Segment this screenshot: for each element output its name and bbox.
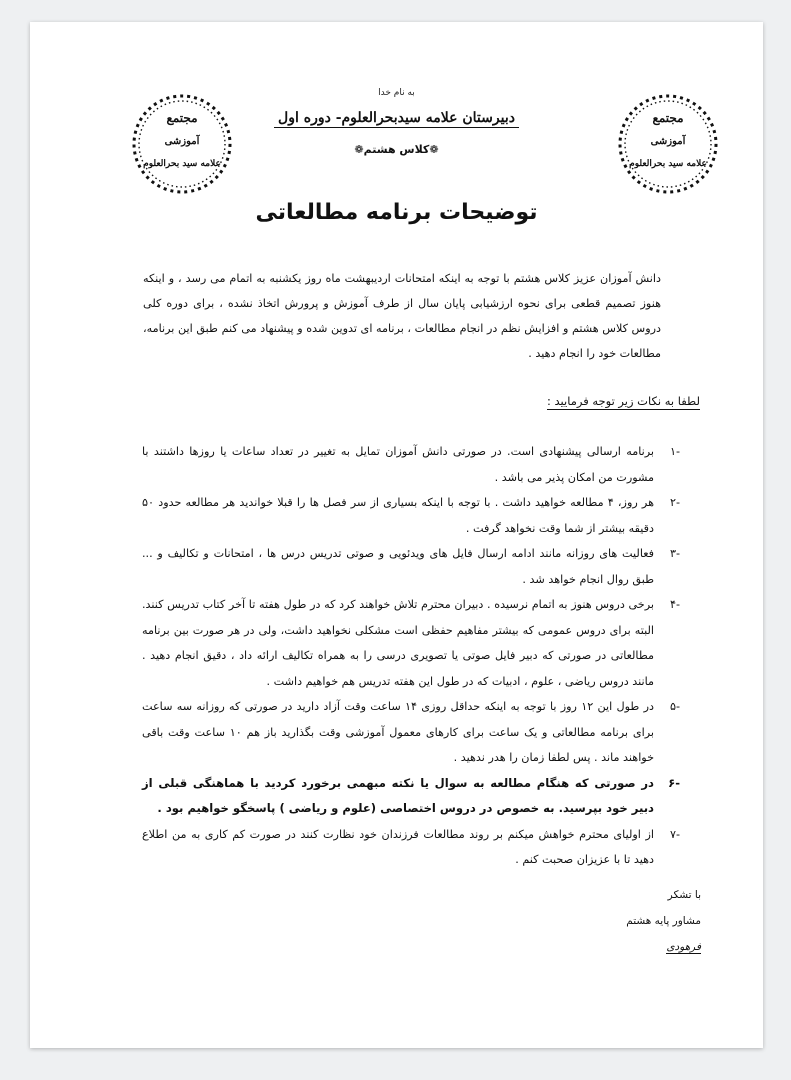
list-item — [142, 541, 680, 592]
intro-paragraph: دانش آموزان عزیز کلاس هشتم با توجه به اینکه امتحانات اردیبهشت ماه روز یکشنبه به اتمام می رسد ، و اینکه هنوز تصمیم قطعی برای نحوه ارزشیابی پایان سال از طرف آموزش و پرورش اتخاذ نشده ، برای دوره کلی دروس کلاس هشتم و افزایش نظم در انجام مطالعات ، برنامه ای تدوین شده و پیشنهاد می کنم طبق این برنامه، مطالعات خود را انجام دهید . — [143, 272, 661, 360]
seal-left-line2: آموزشی — [164, 136, 200, 147]
seal-right-line1: مجتمع — [652, 111, 684, 125]
bismillah: به نام خدا — [378, 88, 415, 98]
seal-left-line1: مجتمع — [166, 111, 198, 125]
list-item — [142, 822, 680, 873]
class-name: ❁کلاس هشتم❁ — [354, 143, 439, 156]
item-text: در صورتی که هنگام مطالعه به سوال یا نکته مبهمی برخورد کردید با هماهنگی قبلی از دبیر خود بپرسید. به خصوص در دروس اختصاصی (علوم و ریاضی ) پاسخگو خواهیم بود . — [142, 775, 654, 815]
document-page — [30, 22, 763, 1048]
signature-name-text: فرهودی — [666, 941, 701, 953]
item-text: هر روز، ۴ مطالعه خواهید داشت . با توجه با اینکه بسیاری از سر فصل ها را قبلا خوانديد هر مطالعه حدود ۵۰ دقیقه بیشتر از شما وقت نخواهد گرفت . — [142, 496, 654, 535]
item-number: -۴ — [669, 598, 680, 611]
item-text: از اولیای محترم خواهش میکنم بر روند مطالعات فرزندان خود نظارت کنند در صورت کم کاری به من اطلاع دهید تا با عزیزان صحبت کنم . — [142, 827, 654, 866]
item-text: در طول این ۱۲ روز با توجه به اینکه حداقل روزی ۱۴ ساعت وقت آزاد دارید در صورتی که روزانه سه ساعت برای برنامه مطالعاتی و یک ساعت برای کارهای معمول آموزشی وقت بگذارید باز هم ۱۰ ساعت وقت باقی خواهند ماند . پس لطفا زمان را هدر ندهید . — [142, 700, 654, 764]
attention-heading — [230, 394, 700, 408]
page-title: توضیحات برنامه مطالعاتی — [255, 200, 538, 225]
list-item — [142, 439, 680, 490]
seal-right-line3: علامه سید بحرالعلوم — [629, 159, 707, 169]
signature-block — [230, 882, 701, 960]
signature-name — [230, 934, 701, 960]
school-name-text: دبیرستان علامه سیدبحرالعلوم- دوره اول — [274, 110, 519, 128]
signature-role: مشاور پایه هشتم — [626, 915, 701, 927]
list-item — [142, 592, 680, 694]
item-number: -۲ — [669, 496, 680, 509]
item-text: برنامه ارسالی پیشنهادی است. در صورتی دانش آموزان تمایل به تغییر در تعداد ساعات یا روزها داشتند با مشورت من امکان پذیر می باشد . — [142, 445, 654, 484]
notes-list — [142, 439, 680, 873]
seal-left-line3: علامه سید بحرالعلوم — [143, 159, 221, 169]
item-number: -۵ — [669, 700, 680, 713]
list-item — [142, 771, 680, 822]
item-number: -۷ — [669, 827, 680, 841]
attention-heading-text: لطفا به نکات زیر توجه فرمایید : — [546, 394, 700, 408]
list-item — [142, 490, 680, 541]
item-number: -۱ — [669, 445, 680, 458]
item-text: فعالیت های روزانه مانند ادامه ارسال فایل های ویدئویی و صوتی تدریس درس ها ، امتحانات و تکالیف و ... طبق روال انجام خواهد شد . — [142, 547, 654, 586]
signature-thanks: با تشکر — [667, 889, 701, 901]
list-item — [142, 694, 680, 771]
school-name — [30, 110, 763, 126]
item-number: -۳ — [669, 547, 680, 560]
item-text: برخی دروس هنوز به اتمام نرسیده . دبیران محترم تلاش خواهند کرد که در طول هفته تا آخر کتاب تدریس کنند. البته برای دروس عمومی که بیشتر مفاهیم حفظی است مشکلی نخواهید داشت، ولی در هر صورت بین برنامه مطالعاتی در صورتی که دبیر فایل صوتی یا تصویری درسی را به همراه تکالیف ارائه داد ، دقیق انجام دهید . مانند دروس ریاضی ، علوم ، ادبیات که در طول این هفته تدریس هم خواهیم داشت . — [142, 598, 654, 688]
seal-right-line2: آموزشی — [650, 136, 686, 147]
item-number: -۶ — [668, 775, 680, 790]
